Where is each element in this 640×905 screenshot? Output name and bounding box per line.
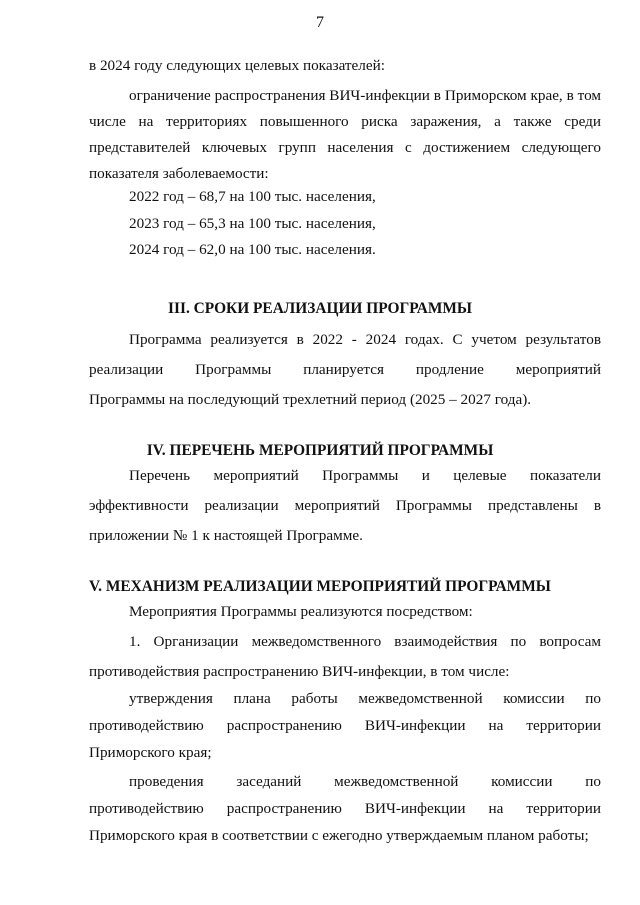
paragraph-line: эффективности реализации мероприятий Программы представлены в xyxy=(89,497,601,514)
paragraph-line: приложении № 1 к настоящей Программе. xyxy=(89,527,363,544)
section-heading: III. СРОКИ РЕАЛИЗАЦИИ ПРОГРАММЫ xyxy=(167,300,473,317)
paragraph-line: противодействию распространению ВИЧ-инфекции на территории xyxy=(89,717,601,734)
paragraph-line: числе на территориях повышенного риска заражения, а также среди xyxy=(89,113,601,130)
paragraph-line: Программа реализуется в 2022 - 2024 годах. С учетом результатов xyxy=(129,331,601,348)
paragraph-line: проведения заседаний межведомственной комиссии по xyxy=(129,773,601,790)
paragraph-line: показателя заболеваемости: xyxy=(89,165,269,182)
paragraph-line: реализации Программы планируется продление мероприятий xyxy=(89,361,601,378)
paragraph-line: противодействия распространению ВИЧ-инфекции, в том числе: xyxy=(89,663,510,680)
paragraph-line: 1. Организации межведомственного взаимодействия по вопросам xyxy=(129,633,601,650)
paragraph-line: Приморского края; xyxy=(89,744,212,761)
section-heading: V. МЕХАНИЗМ РЕАЛИЗАЦИИ МЕРОПРИЯТИЙ ПРОГРАММЫ xyxy=(89,578,551,595)
list-item: 2024 год – 62,0 на 100 тыс. населения. xyxy=(129,241,376,258)
page-number: 7 xyxy=(316,14,324,31)
list-item: 2023 год – 65,3 на 100 тыс. населения, xyxy=(129,215,376,232)
paragraph-line: Программы на последующий трехлетний период (2025 – 2027 года). xyxy=(89,391,532,408)
paragraph-line: Мероприятия Программы реализуются посредством: xyxy=(129,603,473,620)
paragraph-line: противодействию распространению ВИЧ-инфекции на территории xyxy=(89,800,601,817)
section-heading: IV. ПЕРЕЧЕНЬ МЕРОПРИЯТИЙ ПРОГРАММЫ xyxy=(146,442,494,459)
list-item: 2022 год – 68,7 на 100 тыс. населения, xyxy=(129,188,376,205)
paragraph-line: в 2024 году следующих целевых показателей: xyxy=(89,57,385,74)
paragraph-line: ограничение распространения ВИЧ-инфекции в Приморском крае, в том xyxy=(129,87,601,104)
paragraph-line: Перечень мероприятий Программы и целевые показатели xyxy=(129,467,601,484)
paragraph-line: Приморского края в соответствии с ежегодно утверждаемым планом работы; xyxy=(89,827,589,844)
paragraph-line: представителей ключевых групп населения с достижением следующего xyxy=(89,139,601,156)
paragraph-line: утверждения плана работы межведомственной комиссии по xyxy=(129,690,601,707)
